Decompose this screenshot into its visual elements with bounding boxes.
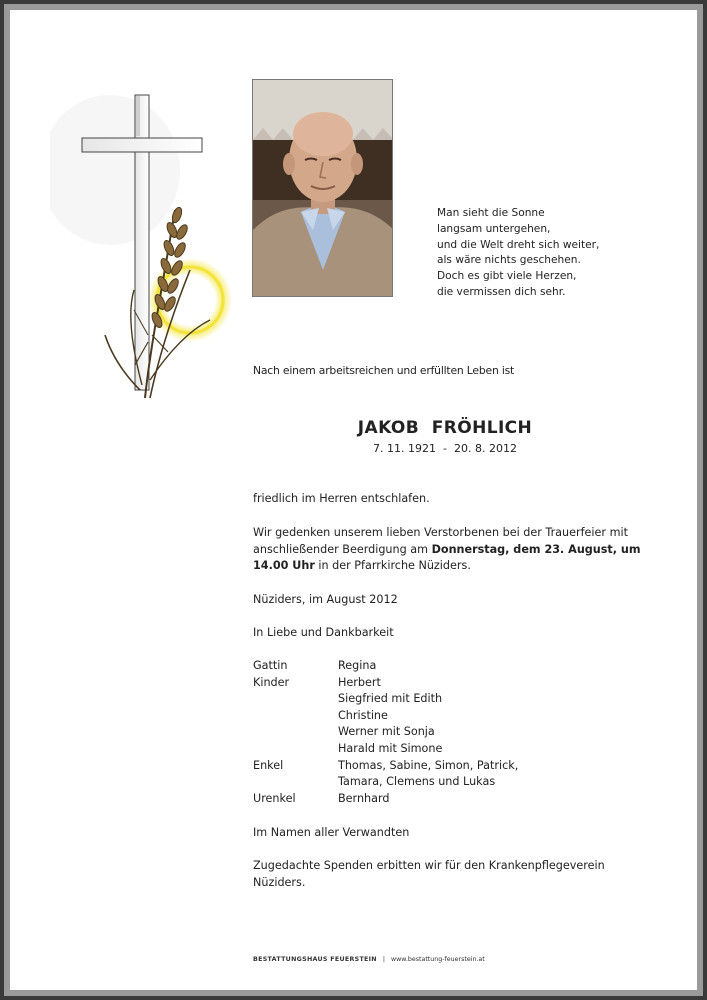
family-role: Kinder bbox=[253, 675, 290, 689]
funeral-line-2-text: anschließender Beerdigung am bbox=[253, 542, 432, 556]
background-haze bbox=[50, 95, 180, 245]
family-names: Regina bbox=[338, 659, 377, 672]
funeral-line-3 bbox=[253, 558, 641, 575]
funeral-line-3-text: in der Pfarrkirche Nüziders. bbox=[314, 559, 471, 573]
poem-line: langsam untergehen, bbox=[437, 222, 551, 235]
footer-separator: | bbox=[382, 956, 385, 963]
family-role: Enkel bbox=[253, 758, 284, 772]
funeral-paragraph bbox=[253, 525, 641, 575]
family-role: Gattin bbox=[253, 659, 288, 672]
funeral-time-bold: 14.00 Uhr bbox=[253, 559, 315, 573]
cross-wheat-illustration bbox=[50, 80, 260, 410]
poem-line: die vermissen dich sehr. bbox=[437, 285, 566, 298]
family-names: Siegfried mit Edith bbox=[338, 692, 443, 706]
family-names: Werner mit Sonja bbox=[338, 725, 435, 739]
poem bbox=[437, 206, 637, 301]
deceased-dates: 7. 11. 1921 - 20. 8. 2012 bbox=[373, 442, 517, 455]
family-role: Urenkel bbox=[253, 791, 296, 805]
poem-line: und die Welt dreht sich weiter, bbox=[437, 238, 600, 251]
donations-line-1: Zugedachte Spenden erbitten wir für den Krankenpflegeverein bbox=[253, 859, 605, 872]
intro-text: Nach einem arbeitsreichen und erfüllten Leben ist bbox=[253, 364, 515, 377]
portrait-image bbox=[253, 80, 393, 297]
greeting: In Liebe und Dankbarkeit bbox=[253, 626, 394, 639]
funeral-line-2 bbox=[253, 542, 641, 559]
poem-line: als wäre nichts geschehen. bbox=[437, 254, 581, 267]
family-names: Harald mit Simone bbox=[338, 741, 443, 755]
relatives-text: Im Namen aller Verwandten bbox=[253, 826, 410, 839]
funeral-date-bold: Donnerstag, dem 23. August, um bbox=[431, 542, 641, 556]
donations-line-2: Nüziders. bbox=[253, 875, 306, 889]
donations-text bbox=[253, 858, 605, 891]
portrait-photo bbox=[252, 79, 393, 297]
funeral-home-name: BESTATTUNGSHAUS FEUERSTEIN bbox=[253, 956, 377, 963]
family-names: Christine bbox=[338, 708, 388, 722]
deceased-name: JAKOB FRÖHLICH bbox=[357, 418, 533, 438]
family-names: Tamara, Clemens und Lukas bbox=[338, 775, 496, 789]
place-date: Nüziders, im August 2012 bbox=[253, 593, 398, 606]
passed-text: friedlich im Herren entschlafen. bbox=[253, 492, 430, 505]
funeral-line-1: Wir gedenken unserem lieben Verstorbenen bei der Trauerfeier mit bbox=[253, 526, 628, 539]
poem-line: Man sieht die Sonne bbox=[437, 207, 545, 219]
family-names: Bernhard bbox=[338, 791, 390, 805]
obituary-page bbox=[10, 10, 697, 990]
funeral-home-website[interactable]: www.bestattung-feuerstein.at bbox=[390, 956, 485, 963]
family-names: Herbert bbox=[338, 675, 381, 689]
footer bbox=[253, 956, 485, 963]
family-names: Thomas, Sabine, Simon, Patrick, bbox=[338, 758, 519, 772]
poem-line: Doch es gibt viele Herzen, bbox=[437, 270, 577, 283]
